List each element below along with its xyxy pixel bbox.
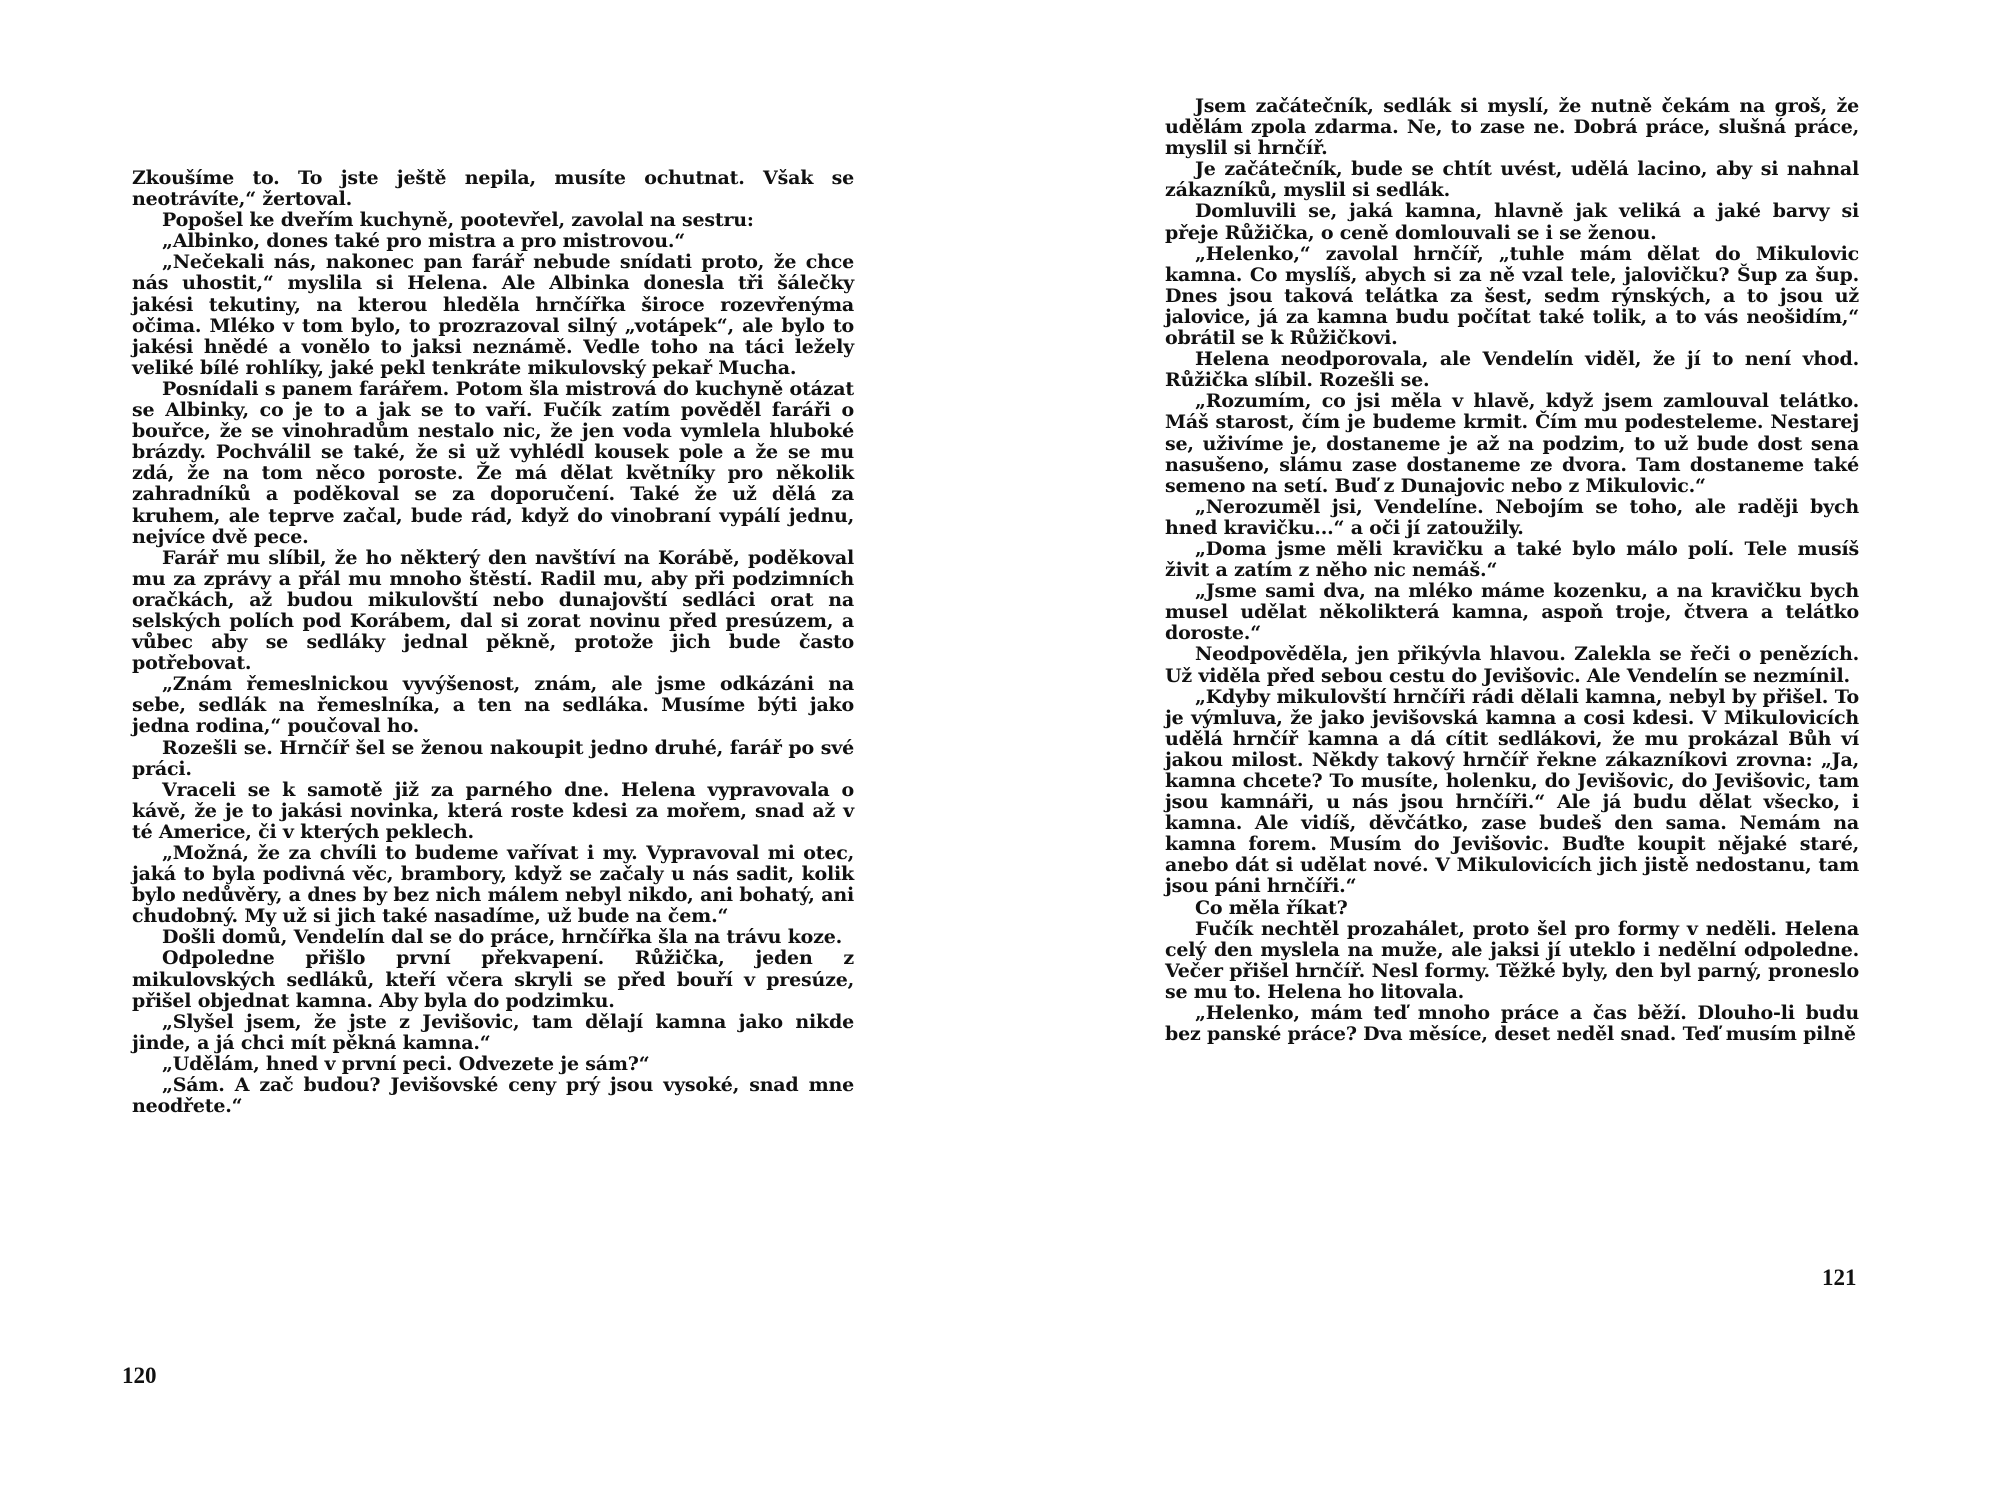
paragraph: „Možná, že za chvíli to budeme vařívat i my. Vypravoval mi otec, jaká to byla podivná věc, brambory, když se začaly u nás sadit, kolik bylo nedůvěry, a dnes by bez nich málem nebyl nikdo, ani bohatý, ani chudobný. My už si jich také nasadíme, už bude na čem.“ bbox=[132, 842, 854, 928]
paragraph: Jsem začátečník, sedlák si myslí, že nutně čekám na groš, že udělám zpola zdarma. Ne, to zase ne. Dobrá práce, slušná práce, myslil si hrnčíř. bbox=[1165, 95, 1859, 160]
right-page bbox=[1165, 96, 1859, 1045]
paragraph: „Rozumím, co jsi měla v hlavě, když jsem zamlouval telátko. Máš starost, čím je budeme krmit. Čím mu podesteleme. Nestarej se, uživíme je, dostaneme je až na podzim, to už bude dost sena nasušeno, slámu zase dostaneme ze dvora. Tam dostaneme také semeno na setí. Buď z Dunajovic nebo z Mikulovic.“ bbox=[1165, 390, 1859, 497]
paragraph: „Albinko, dones také pro mistra a pro mistrovou.“ bbox=[162, 230, 685, 253]
page-number-left: 120 bbox=[122, 1363, 157, 1388]
paragraph: „Kdyby mikulovští hrnčíři rádi dělali kamna, nebyl by přišel. To je výmluva, že jako jevišovská kamna a cosi kdesi. V Mikulovicích udělá hrnčíř kamna a dá cítit sedlákovi, že mu prokázal Bůh ví jakou milost. Někdy takový hrnčíř řekne zákazníkovi zrovna: „Ja, kamna chcete? To musíte, holenku, do Jevišovic, do Jevišovic, tam jsou kamnáři, u nás jsou hrnčíři.“ Ale já budu dělat všecko, i kamna. Ale vidíš, děvčátko, zase budeš den sama. Nemám na kamna forem. Musím do Jevišovic. Buďte koupit nějaké staré, anebo dát si udělat nové. V Mikulovicích jich jistě nedostanu, tam jsou páni hrnčíři.“ bbox=[1165, 685, 1859, 898]
paragraph: Fučík nechtěl prozahálet, proto šel pro formy v neděli. Helena celý den myslela na muže, ale jaksi jí uteklo i nedělní odpoledne. Večer přišel hrnčíř. Nesl formy. Těžké byly, den byl parný, proneslo se mu to. Helena ho litovala. bbox=[1165, 917, 1859, 1003]
paragraph: „Sám. A zač budou? Jevišovské ceny prý jsou vysoké, snad mne neodřete.“ bbox=[132, 1074, 854, 1118]
paragraph: „Udělám, hned v první peci. Odvezete je sám?“ bbox=[162, 1052, 650, 1075]
paragraph: Farář mu slíbil, že ho některý den navštíví na Korábě, poděkoval mu za zprávy a přál mu mnoho štěstí. Radil mu, aby při podzimních oračkách, až budou mikulovští nebo dunajovští sedláci orat na selských polích pod Korábem, dal si zorat novinu před presúzem, a vůbec aby se sedláky jednal pěkně, protože jich bude často potřebovat. bbox=[132, 546, 854, 675]
paragraph: „Znám řemeslnickou vyvýšenost, znám, ale jsme odkázáni na sebe, sedlák na řemeslníka, a ten na sedláka. Musíme býti jako jedna rodina,“ poučoval ho. bbox=[132, 673, 854, 738]
paragraph: Co měla říkat? bbox=[1195, 896, 1348, 919]
paragraph: Domluvili se, jaká kamna, hlavně jak veliká a jaké barvy si přeje Růžička, o ceně domlouvali se i se ženou. bbox=[1165, 200, 1859, 244]
paragraph: „Slyšel jsem, že jste z Jevišovic, tam dělají kamna jako nikde jinde, a já chci mít pěkná kamna.“ bbox=[132, 1010, 854, 1054]
paragraph: Odpoledne přišlo první překvapení. Růžička, jeden z mikulovských sedláků, kteří včera skryli se před bouří v presúze, přišel objednat kamna. Aby byla do podzimku. bbox=[132, 947, 854, 1012]
paragraph: „Jsme sami dva, na mléko máme kozenku, a na kravičku bych musel udělat několikterá kamna, aspoň troje, čtvera a telátko doroste.“ bbox=[1165, 580, 1859, 645]
paragraph: Rozešli se. Hrnčíř šel se ženou nakoupit jedno druhé, farář po své práci. bbox=[132, 736, 854, 780]
paragraph: „Nerozuměl jsi, Vendelíne. Nebojím se toho, ale raději bych hned kravičku...“ a oči jí zatoužily. bbox=[1165, 495, 1859, 539]
paragraph: Je začátečník, bude se chtít uvést, udělá lacino, aby si nahnal zákazníků, myslil si sedlák. bbox=[1165, 158, 1859, 202]
page-number-right: 121 bbox=[1822, 1265, 1857, 1290]
paragraph: „Helenko, mám teď mnoho práce a čas běží. Dlouho-li budu bez panské práce? Dva měsíce, deset neděl snad. Teď musím pilně bbox=[1165, 1002, 1859, 1046]
paragraph: „Doma jsme měli kravičku a také bylo málo polí. Tele musíš živit a zatím z něho nic nemáš.“ bbox=[1165, 537, 1859, 582]
paragraph: „Nečekali nás, nakonec pan farář nebude snídati proto, že chce nás uhostit,“ myslila si Helena. Ale Albinka donesla tři šálečky jakési tekutiny, na kterou hleděla hrnčířka široce rozevřenýma očima. Mléko v tom bylo, to prozrazoval silný „votápek“, ale bylo to jakési hnědé a vonělo to jaksi neznámě. Vedle toho na táci ležely veliké bílé rohlíky, jaké pekl tenkráte mikulovský pekař Mucha. bbox=[132, 251, 854, 379]
paragraph: „Helenko,“ zavolal hrnčíř, „tuhle mám dělat do Mikulovic kamna. Co myslíš, abych si za ně vzal tele, jalovičku? Šup za šup. Dnes jsou taková telátka za šest, sedm rýnských, a to jsou už jalovice, já za kamna budu počítat také tolik, a to vás neošidím,“ obrátil se k Růžičkovi. bbox=[1165, 242, 1859, 350]
paragraph: Neodpověděla, jen přikývla hlavou. Zalekla se řeči o penězích. Už viděla před sebou cestu do Jevišovic. Ale Vendelín se nezmínil. bbox=[1165, 643, 1859, 687]
paragraph: Helena neodporovala, ale Vendelín viděl, že jí to není vhod. Růžička slíbil. Rozešli se. bbox=[1165, 348, 1859, 392]
paragraph: Zkoušíme to. To jste ještě nepila, musíte ochutnat. Však se neotrávíte,“ žertoval. bbox=[132, 167, 854, 211]
paragraph: Popošel ke dveřím kuchyně, pootevřel, zavolal na sestru: bbox=[162, 209, 754, 232]
paragraph: Posnídali s panem farářem. Potom šla mistrová do kuchyně otázat se Albinky, co je to a jak se to vaří. Fučík zatím pověděl faráři o bouřce, že se vinohradům nestalo nic, že jen voda vymlela hluboké brázdy. Pochválil se také, že si už vyhlédl kousek pole a že se mu zdá, že na tom něco poroste. Že má dělat květníky pro několik zahradníků a poděkoval se za doporučení. Také že už dělá za kruhem, ale teprve začal, bude rád, když do vinobraní vypálí jednu, nejvíce dvě pece. bbox=[132, 377, 854, 548]
left-page bbox=[132, 168, 854, 1117]
paragraph: Došli domů, Vendelín dal se do práce, hrnčířka šla na trávu koze. bbox=[162, 926, 843, 949]
paragraph: Vraceli se k samotě již za parného dne. Helena vypravovala o kávě, že je to jakási novinka, která roste kdesi za mořem, snad až v té Americe, či v kterých peklech. bbox=[132, 778, 854, 843]
